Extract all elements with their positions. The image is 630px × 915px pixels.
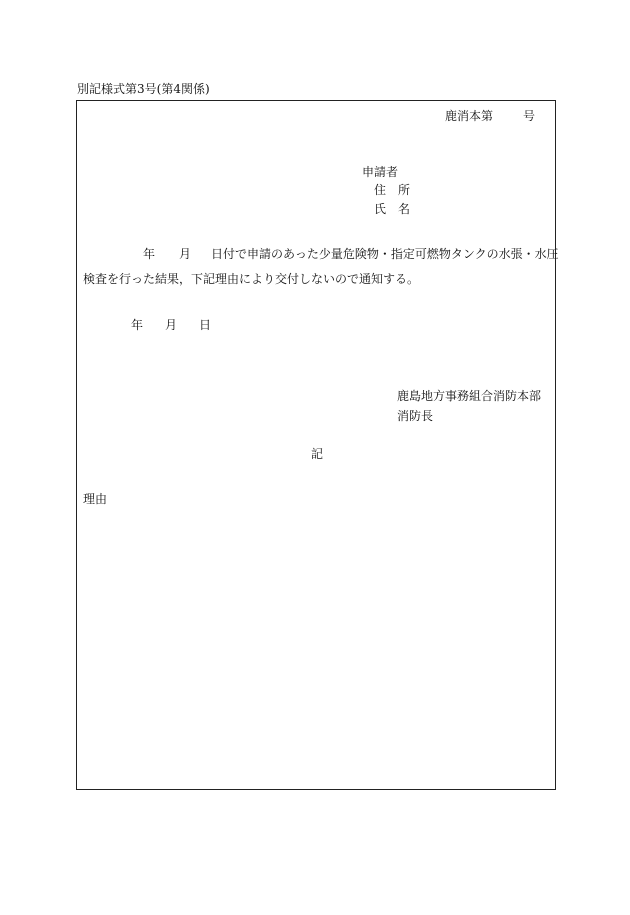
notice-date [131,319,211,331]
notice-year-label: 年 [131,318,144,332]
document-number-prefix: 鹿消本第 [445,109,494,123]
issuer-title: 消防長 [397,409,434,423]
reason-label: 理由 [83,492,108,506]
name-char-2: 名 [398,202,411,216]
body-month-label: 月 [179,247,192,261]
form-label: 別記様式第3号(第4関係) [77,82,210,96]
applicant-address-label [374,184,410,196]
document-number [445,110,535,122]
notice-month-label: 月 [165,318,178,332]
address-char-1: 住 [374,183,387,197]
document-frame [76,100,556,790]
applicant-heading: 申請者 [362,165,399,179]
issuer-organization: 鹿島地方事務組合消防本部 [397,389,542,403]
document-number-suffix: 号 [523,109,536,123]
body-year-label: 年 [143,247,156,261]
ki-heading: 記 [311,447,324,461]
address-char-2: 所 [398,183,411,197]
body-text-line-1 [143,248,559,260]
body-line1-text: 日付で申請のあった少量危険物・指定可燃物タンクの水張・水圧 [211,247,559,261]
name-char-1: 氏 [374,202,387,216]
notice-day-label: 日 [199,318,212,332]
applicant-name-label [374,203,410,215]
body-text-line-2: 検査を行った結果，下記理由により交付しないので通知する。 [83,272,420,286]
